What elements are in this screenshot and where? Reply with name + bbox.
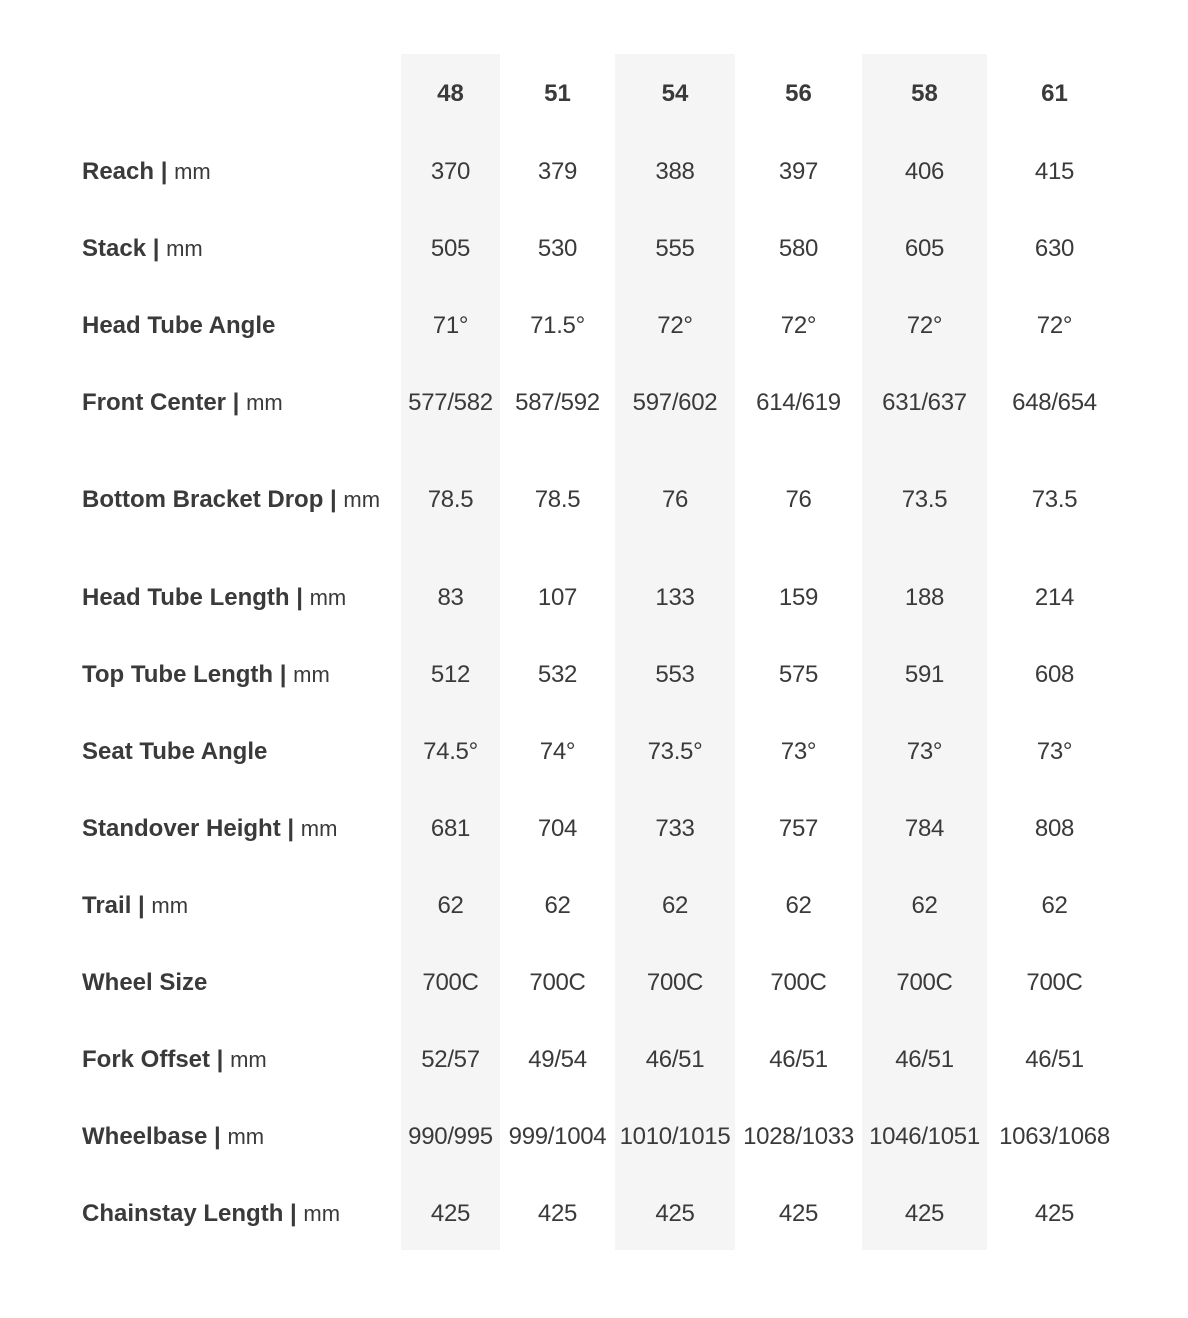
table-cell: 72° xyxy=(906,311,943,339)
row-label xyxy=(82,364,401,441)
row-label xyxy=(82,790,401,867)
table-cell: 397 xyxy=(778,157,819,185)
table-cell: 72° xyxy=(1036,311,1073,339)
table-cell: 605 xyxy=(904,234,945,262)
table-cell: 46/51 xyxy=(895,1045,954,1073)
row-label xyxy=(82,133,401,210)
table-row-wheelbase xyxy=(82,1098,1122,1175)
table-cell: 808 xyxy=(1034,814,1075,842)
row-label xyxy=(82,867,401,944)
table-cell: 76 xyxy=(661,486,689,513)
table-row-standover-height xyxy=(82,790,1122,867)
table-cell: 631/637 xyxy=(882,388,967,416)
table-cell: 990/995 xyxy=(408,1122,493,1150)
table-cell: 425 xyxy=(537,1199,578,1227)
table-cell: 107 xyxy=(537,583,578,611)
row-label-name: Standover Height | xyxy=(82,814,295,842)
table-cell: 553 xyxy=(655,660,695,688)
table-cell: 575 xyxy=(778,660,819,688)
table-row-head-tube-length xyxy=(82,559,1122,636)
row-label-name: Trail | xyxy=(82,891,145,919)
table-cell: 591 xyxy=(904,660,945,688)
table-row-trail xyxy=(82,867,1122,944)
table-cell: 73° xyxy=(1036,737,1073,765)
table-cell: 49/54 xyxy=(528,1045,587,1073)
row-label-name: Wheel Size xyxy=(82,968,208,996)
table-cell: 52/57 xyxy=(421,1045,480,1073)
table-cell: 74.5° xyxy=(423,737,478,765)
table-cell: 1063/1068 xyxy=(999,1122,1110,1150)
table-cell: 71° xyxy=(432,311,469,339)
table-cell: 608 xyxy=(1034,660,1075,688)
row-label xyxy=(82,1098,401,1175)
row-label xyxy=(82,636,401,713)
table-cell: 700C xyxy=(529,968,586,996)
row-label-unit: mm xyxy=(230,1046,267,1072)
size-header: 54 xyxy=(661,79,689,107)
table-cell: 370 xyxy=(430,157,471,185)
row-label xyxy=(82,713,401,790)
row-label-unit: mm xyxy=(166,235,203,261)
size-header: 48 xyxy=(437,79,464,107)
table-cell: 630 xyxy=(1034,234,1075,262)
table-cell: 530 xyxy=(537,234,578,262)
table-cell: 415 xyxy=(1034,157,1075,185)
table-cell: 425 xyxy=(904,1199,945,1227)
table-cell: 784 xyxy=(904,814,945,842)
table-cell: 46/51 xyxy=(1025,1045,1084,1073)
size-header: 61 xyxy=(1041,79,1068,107)
table-cell: 73.5° xyxy=(647,737,703,765)
table-cell: 512 xyxy=(430,660,471,688)
row-label-unit: mm xyxy=(246,389,283,415)
table-cell: 1010/1015 xyxy=(619,1122,731,1150)
geometry-table xyxy=(82,54,1122,1252)
row-label-name: Bottom Bracket Drop | xyxy=(82,486,337,513)
row-label-name: Seat Tube Angle xyxy=(82,737,268,765)
header-row xyxy=(82,54,1122,133)
table-row-reach xyxy=(82,133,1122,210)
row-label xyxy=(82,1175,401,1252)
table-cell: 700C xyxy=(896,968,953,996)
row-label-name: Stack | xyxy=(82,234,160,262)
row-label-name: Chainstay Length | xyxy=(82,1199,297,1227)
table-cell: 681 xyxy=(430,814,471,842)
table-cell: 999/1004 xyxy=(508,1122,607,1150)
table-row-seat-tube-angle xyxy=(82,713,1122,790)
table-cell: 700C xyxy=(422,968,479,996)
row-label xyxy=(82,944,401,1021)
row-label-unit: mm xyxy=(293,661,330,687)
row-label-unit: mm xyxy=(174,158,211,184)
table-cell: 78.5 xyxy=(427,486,474,513)
table-cell: 704 xyxy=(537,814,578,842)
row-label-name: Head Tube Angle xyxy=(82,311,276,339)
table-row-fork-offset xyxy=(82,1021,1122,1098)
table-cell: 580 xyxy=(778,234,819,262)
table-row-bottom-bracket-drop xyxy=(82,441,1122,559)
table-cell: 159 xyxy=(778,583,819,611)
table-row-top-tube-length xyxy=(82,636,1122,713)
table-row-stack xyxy=(82,210,1122,287)
table-cell: 587/592 xyxy=(515,388,600,416)
table-cell: 700C xyxy=(646,968,704,996)
row-label-name: Head Tube Length | xyxy=(82,583,303,611)
table-cell: 78.5 xyxy=(534,486,581,513)
table-cell: 425 xyxy=(430,1199,471,1227)
table-cell: 733 xyxy=(655,814,695,842)
table-cell: 62 xyxy=(437,891,464,919)
header-corner xyxy=(82,54,401,133)
table-cell: 74° xyxy=(539,737,576,765)
table-cell: 62 xyxy=(785,891,812,919)
row-label-unit: mm xyxy=(309,584,347,610)
row-label xyxy=(82,441,401,559)
table-row-wheel-size xyxy=(82,944,1122,1021)
table-cell: 83 xyxy=(437,583,464,611)
table-cell: 700C xyxy=(770,968,827,996)
table-cell: 72° xyxy=(657,311,693,339)
table-cell: 73.5 xyxy=(901,486,948,513)
table-cell: 73° xyxy=(906,737,943,765)
table-cell: 388 xyxy=(655,157,695,185)
table-cell: 425 xyxy=(778,1199,819,1227)
row-label xyxy=(82,1021,401,1098)
row-label-unit: mm xyxy=(343,487,381,512)
table-cell: 133 xyxy=(655,583,695,611)
row-label-unit: mm xyxy=(303,1200,341,1226)
table-cell: 379 xyxy=(537,157,578,185)
size-header: 51 xyxy=(544,79,571,107)
table-cell: 555 xyxy=(655,234,695,262)
table-cell: 188 xyxy=(904,583,945,611)
table-cell: 757 xyxy=(778,814,819,842)
row-label-unit: mm xyxy=(300,815,338,841)
row-label-unit: mm xyxy=(151,892,189,918)
row-label xyxy=(82,287,401,364)
table-cell: 1046/1051 xyxy=(869,1122,980,1150)
table-cell: 614/619 xyxy=(756,388,841,416)
table-cell: 62 xyxy=(661,891,689,919)
table-row-head-tube-angle xyxy=(82,287,1122,364)
row-label-name: Fork Offset | xyxy=(82,1045,224,1073)
table-cell: 62 xyxy=(1041,891,1068,919)
table-cell: 214 xyxy=(1034,583,1075,611)
table-cell: 46/51 xyxy=(645,1045,705,1073)
table-cell: 1028/1033 xyxy=(743,1122,854,1150)
table-cell: 62 xyxy=(911,891,938,919)
table-cell: 648/654 xyxy=(1012,388,1097,416)
table-cell: 577/582 xyxy=(408,388,493,416)
size-header: 56 xyxy=(785,79,812,107)
table-cell: 597/602 xyxy=(632,388,718,416)
table-cell: 62 xyxy=(544,891,571,919)
row-label-name: Reach | xyxy=(82,157,168,185)
table-cell: 700C xyxy=(1026,968,1083,996)
row-label-name: Front Center | xyxy=(82,388,240,416)
table-cell: 46/51 xyxy=(769,1045,828,1073)
table-cell: 71.5° xyxy=(530,311,585,339)
size-header: 58 xyxy=(911,79,938,107)
row-label xyxy=(82,559,401,636)
table-cell: 425 xyxy=(1034,1199,1075,1227)
table-cell: 505 xyxy=(430,234,471,262)
table-cell: 406 xyxy=(904,157,945,185)
row-label-unit: mm xyxy=(227,1123,265,1149)
table-cell: 72° xyxy=(780,311,817,339)
row-label xyxy=(82,210,401,287)
table-row-front-center xyxy=(82,364,1122,441)
table-cell: 76 xyxy=(785,486,812,513)
row-label-name: Wheelbase | xyxy=(82,1122,221,1150)
row-label-name: Top Tube Length | xyxy=(82,660,287,688)
table-cell: 425 xyxy=(655,1199,695,1227)
table-cell: 532 xyxy=(537,660,578,688)
table-row-chainstay-length xyxy=(82,1175,1122,1252)
table-cell: 73° xyxy=(780,737,817,765)
table-cell: 73.5 xyxy=(1031,486,1078,513)
